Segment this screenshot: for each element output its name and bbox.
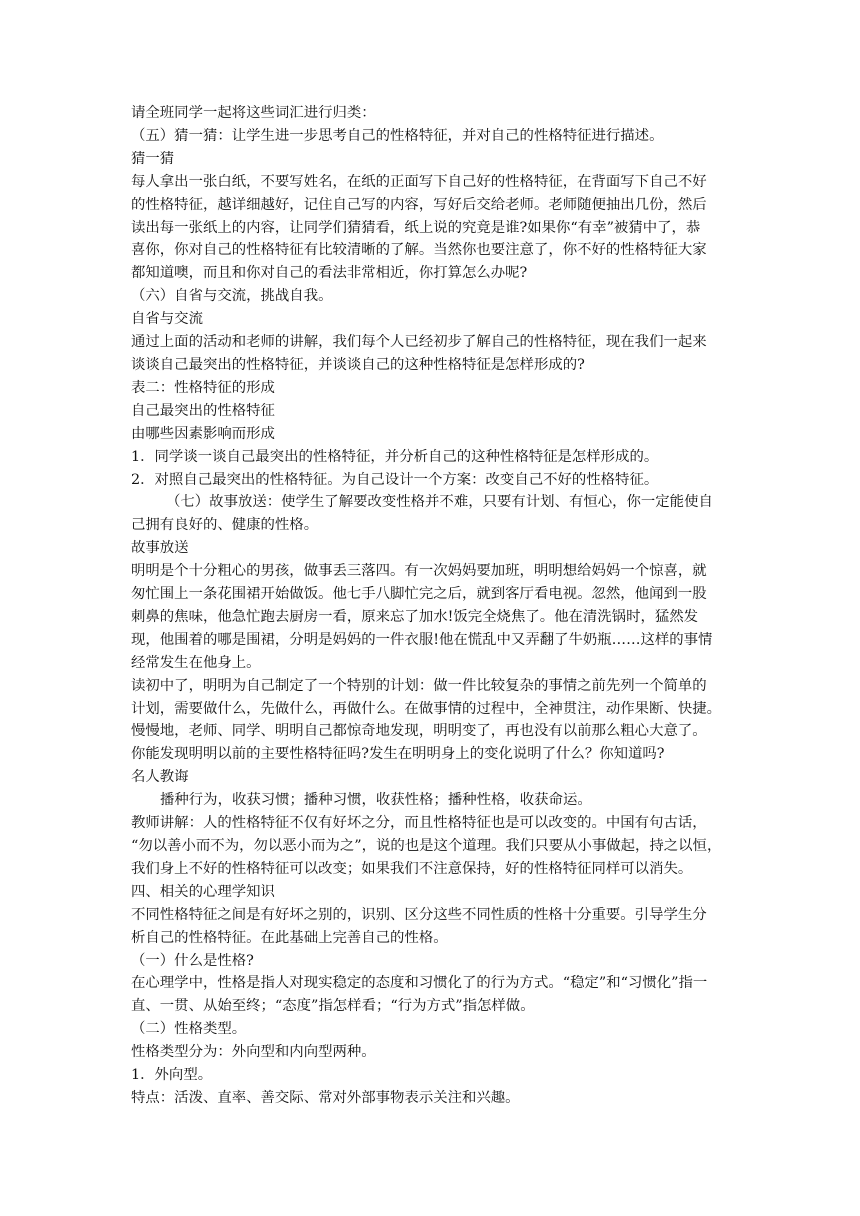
subheading: 故事放送 [131,540,189,557]
paragraph-line: 匆忙围上一条花围裙开始做饭。他七手八脚忙完之后，就到客厅看电视。忽然，他闻到一股 [131,586,707,603]
paragraph-line: 析自己的性格特征。在此基础上完善自己的性格。 [131,929,448,946]
paragraph-line: 谈谈自己最突出的性格特征，并谈谈自己的这种性格特征是怎样形成的? [131,356,585,373]
paragraph-line: 直、一贯、从始至终；“态度”指怎样看；“行为方式”指怎样做。 [131,998,535,1015]
paragraph-line: 通过上面的活动和老师的讲解，我们每个人已经初步了解自己的性格特征，现在我们一起来 [131,334,707,351]
paragraph-line: 读出每一张纸上的内容，让同学们猜猜看，纸上说的究竟是谁?如果你“有幸”被猜中了，恭 [131,219,701,236]
table-cell: 由哪些因素影响而形成 [131,425,275,442]
subheading: 名人教诲 [131,769,189,786]
paragraph-line: 慢慢地，老师、同学、明明自己都惊奇地发现，明明变了，再也没有以前那么粗心大意了。 [131,723,707,740]
paragraph-line: 在心理学中，性格是指人对现实稳定的态度和习惯化了的行为方式。“稳定”和“习惯化”指一 [131,975,708,992]
section-heading: （六）自省与交流，挑战自我。 [131,288,333,305]
paragraph-line: 现，他围着的哪是围裙，分明是妈妈的一件衣服!他在慌乱中又弄翻了牛奶瓶……这样的事情 [131,631,713,648]
paragraph-line: 经常发生在他身上。 [131,654,261,671]
section-heading: 四、相关的心理学知识 [131,883,275,900]
paragraph-line: 明明是个十分粗心的男孩，做事丢三落四。有一次妈妈要加班，明明想给妈妈一个惊喜，就 [131,563,707,580]
quote-line: 播种行为，收获习惯；播种习惯，收获性格；播种性格，收获命运。 [160,792,592,809]
table-cell: 自己最突出的性格特征 [131,402,275,419]
numbered-item: 1．外向型。 [131,1067,213,1084]
paragraph-line: 读初中了，明明为自己制定了一个特别的计划：做一件比较复杂的事情之前先列一个简单的 [131,677,707,694]
paragraph-line: 每人拿出一张白纸，不要写姓名，在纸的正面写下自己好的性格特征，在背面写下自己不好 [131,173,707,190]
paragraph-line: 都知道噢，而且和你对自己的看法非常相近，你打算怎么办呢? [131,265,528,282]
paragraph-line: 性格类型分为：外向型和内向型两种。 [131,1044,376,1061]
paragraph-line: 你能发现明明以前的主要性格特征吗?发生在明明身上的变化说明了什么？你知道吗? [131,746,665,763]
subheading: 猜一猜 [131,150,175,167]
paragraph-line: 刺鼻的焦味，他急忙跑去厨房一看，原来忘了加水!饭完全烧焦了。他在清洗锅时，猛然发 [131,608,699,625]
section-heading: （七）故事放送：使学生了解要改变性格并不难，只要有计划、有恒心，你一定能使自 [166,494,713,511]
paragraph-line: 计划，需要做什么，先做什么，再做什么。在做事情的过程中，全神贯注，动作果断、快捷。 [131,700,722,717]
paragraph-line: 请全班同学一起将这些词汇进行归类： [131,105,376,121]
section-heading: （一）什么是性格? [131,952,254,969]
numbered-item: 2．对照自己最突出的性格特征。为自己设计一个方案：改变自己不好的性格特征。 [131,471,659,488]
paragraph-line: 教师讲解：人的性格特征不仅有好坏之分，而且性格特征也是可以改变的。中国有句古话， [131,815,707,832]
paragraph-line: 特点：活泼、直率、善交际、常对外部事物表示关注和兴趣。 [131,1089,520,1106]
paragraph-line: “勿以善小而不为，勿以恶小而为之”，说的也是这个道理。我们只要从小事做起，持之以恒， [131,838,722,854]
table-caption: 表二：性格特征的形成 [131,379,275,396]
paragraph-line: 不同性格特征之间是有好坏之别的，识别、区分这些不同性质的性格十分重要。引导学生分 [131,906,707,923]
paragraph-line: 己拥有良好的、健康的性格。 [131,517,319,534]
section-heading: （二）性格类型。 [131,1021,247,1038]
paragraph-line: 喜你，你对自己的性格特征有比较清晰的了解。当然你也要注意了，你不好的性格特征大家 [131,242,707,259]
paragraph-line: 我们身上不好的性格特征可以改变；如果我们不注意保持，好的性格特征同样可以消失。 [131,860,693,877]
subheading: 自省与交流 [131,311,203,328]
numbered-item: 1．同学谈一谈自己最突出的性格特征，并分析自己的这种性格特征是怎样形成的。 [131,448,659,465]
section-heading: （五）猜一猜：让学生进一步思考自己的性格特征，并对自己的性格特征进行描述。 [131,127,664,144]
paragraph-line: 的性格特征，越详细越好，记住自己写的内容，写好后交给老师。老师随便抽出几份，然后 [131,196,707,213]
